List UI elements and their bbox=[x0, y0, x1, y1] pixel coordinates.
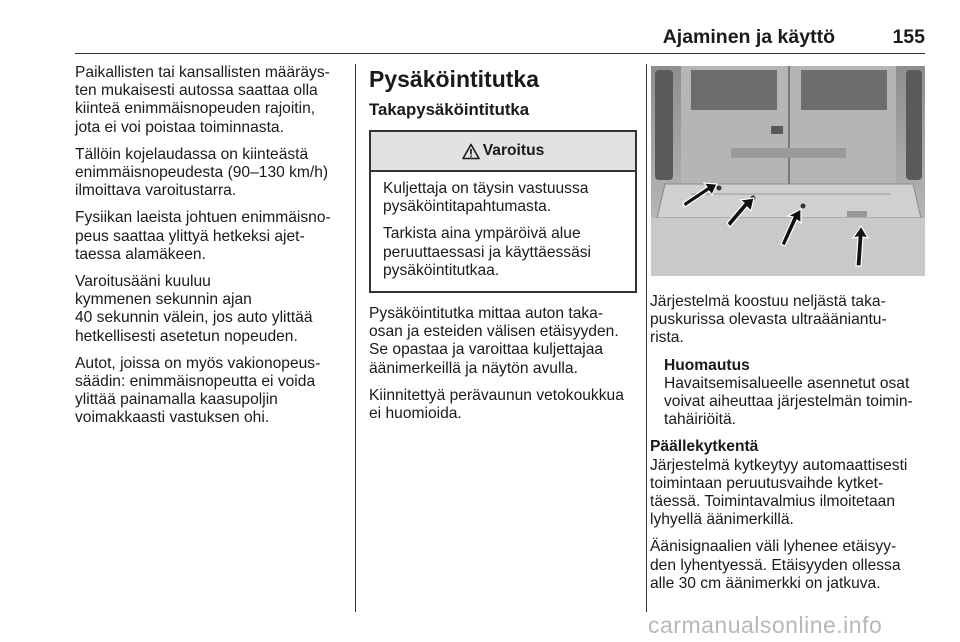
paragraph-signal-interval: Äänisignaalien väli lyhenee etäisyy- den lyhentyessä. Etäisyyden ollessa alle 30 cm äänimerkki on jatkuva. bbox=[650, 538, 901, 592]
activation-heading: Päällekytkentä bbox=[650, 438, 759, 456]
warning-body bbox=[371, 172, 635, 291]
van-rear-illustration bbox=[651, 66, 925, 276]
paragraph-physics: Fysiikan laeista johtuen enimmäisno- peus saattaa ylittyä hetkeksi ajet- taessa alamäkeen. bbox=[75, 209, 331, 263]
warning-paragraph-2: Tarkista aina ympäröivä alue peruuttaessasi ja käyttäessäsi pysäköintitutkaa. bbox=[383, 225, 592, 279]
paragraph-cruise-control: Autot, joissa on myös vakionopeus- säädin: enimmäisnopeutta ei voida ylittää painamalla kaasupoljin voimakkaasti vastuksen ohi. bbox=[75, 354, 321, 427]
warning-triangle-icon bbox=[462, 143, 480, 160]
page-number: 155 bbox=[892, 26, 925, 48]
header-rule bbox=[75, 53, 925, 54]
column-divider-1 bbox=[355, 64, 356, 612]
warning-paragraph-1: Kuljettaja on täysin vastuussa pysäköintitapahtumasta. bbox=[383, 180, 589, 216]
paragraph-radar-function: Pysäköintitutka mittaa auton taka- osan ja esteiden välisen etäisyyden. Se opastaa ja varoittaa kuljettajaa äänimerkeillä ja näytön avulla. bbox=[369, 305, 619, 377]
chapter-title: Ajaminen ja käyttö bbox=[662, 26, 835, 48]
paragraph-speed-limiter: Paikallisten tai kansallisten määräys- ten mukaisesti autossa saattaa olla kiinteä enimmäisnopeuden rajoitin, jota ei voi poistaa toiminnasta. bbox=[75, 64, 330, 136]
note-title: Huomautus bbox=[664, 356, 750, 374]
paragraph-activation: Järjestelmä kytkeytyy automaattisesti toimintaan peruutusvaihde kytket- täessä. Toimintavalmius ilmoitetaan lyhyellä äänimerkillä. bbox=[650, 456, 908, 529]
column-divider-2 bbox=[646, 64, 647, 612]
subsection-heading: Takapysäköintitutka bbox=[369, 100, 530, 119]
note-block bbox=[664, 357, 926, 430]
column-1 bbox=[75, 64, 345, 437]
warning-box bbox=[369, 130, 637, 293]
paragraph-system-description: Järjestelmä koostuu neljästä taka- puskurissa olevasta ultraääniantu- rista. bbox=[650, 293, 887, 347]
column-2 bbox=[369, 64, 637, 432]
paragraph-warning-sound: Varoitusääni kuuluu kymmenen sekunnin ajan 40 sekunnin välein, jos auto ylittää hetkellisesti asetetun nopeuden. bbox=[75, 273, 313, 345]
section-heading: Pysäköintitutka bbox=[369, 66, 539, 92]
paragraph-warning-sticker: Tällöin kojelaudassa on kiinteästä enimmäisnopeudesta (90–130 km/h) ilmoittava varoitustarra. bbox=[75, 145, 329, 200]
warning-title: Varoitus bbox=[482, 141, 545, 159]
paragraph-towbar: Kiinnitettyä perävaunun vetokoukkua ei huomioida. bbox=[369, 386, 624, 423]
page-header bbox=[75, 26, 925, 48]
site-watermark: carmanualsonline.info bbox=[648, 612, 883, 638]
rear-bumper-sensors-image bbox=[651, 66, 925, 276]
warning-header bbox=[371, 132, 635, 172]
column-3 bbox=[650, 293, 926, 602]
note-text: Havaitsemisalueelle asennetut osat voivat aiheuttaa järjestelmän toimin- tahäiriöitä. bbox=[664, 374, 913, 429]
